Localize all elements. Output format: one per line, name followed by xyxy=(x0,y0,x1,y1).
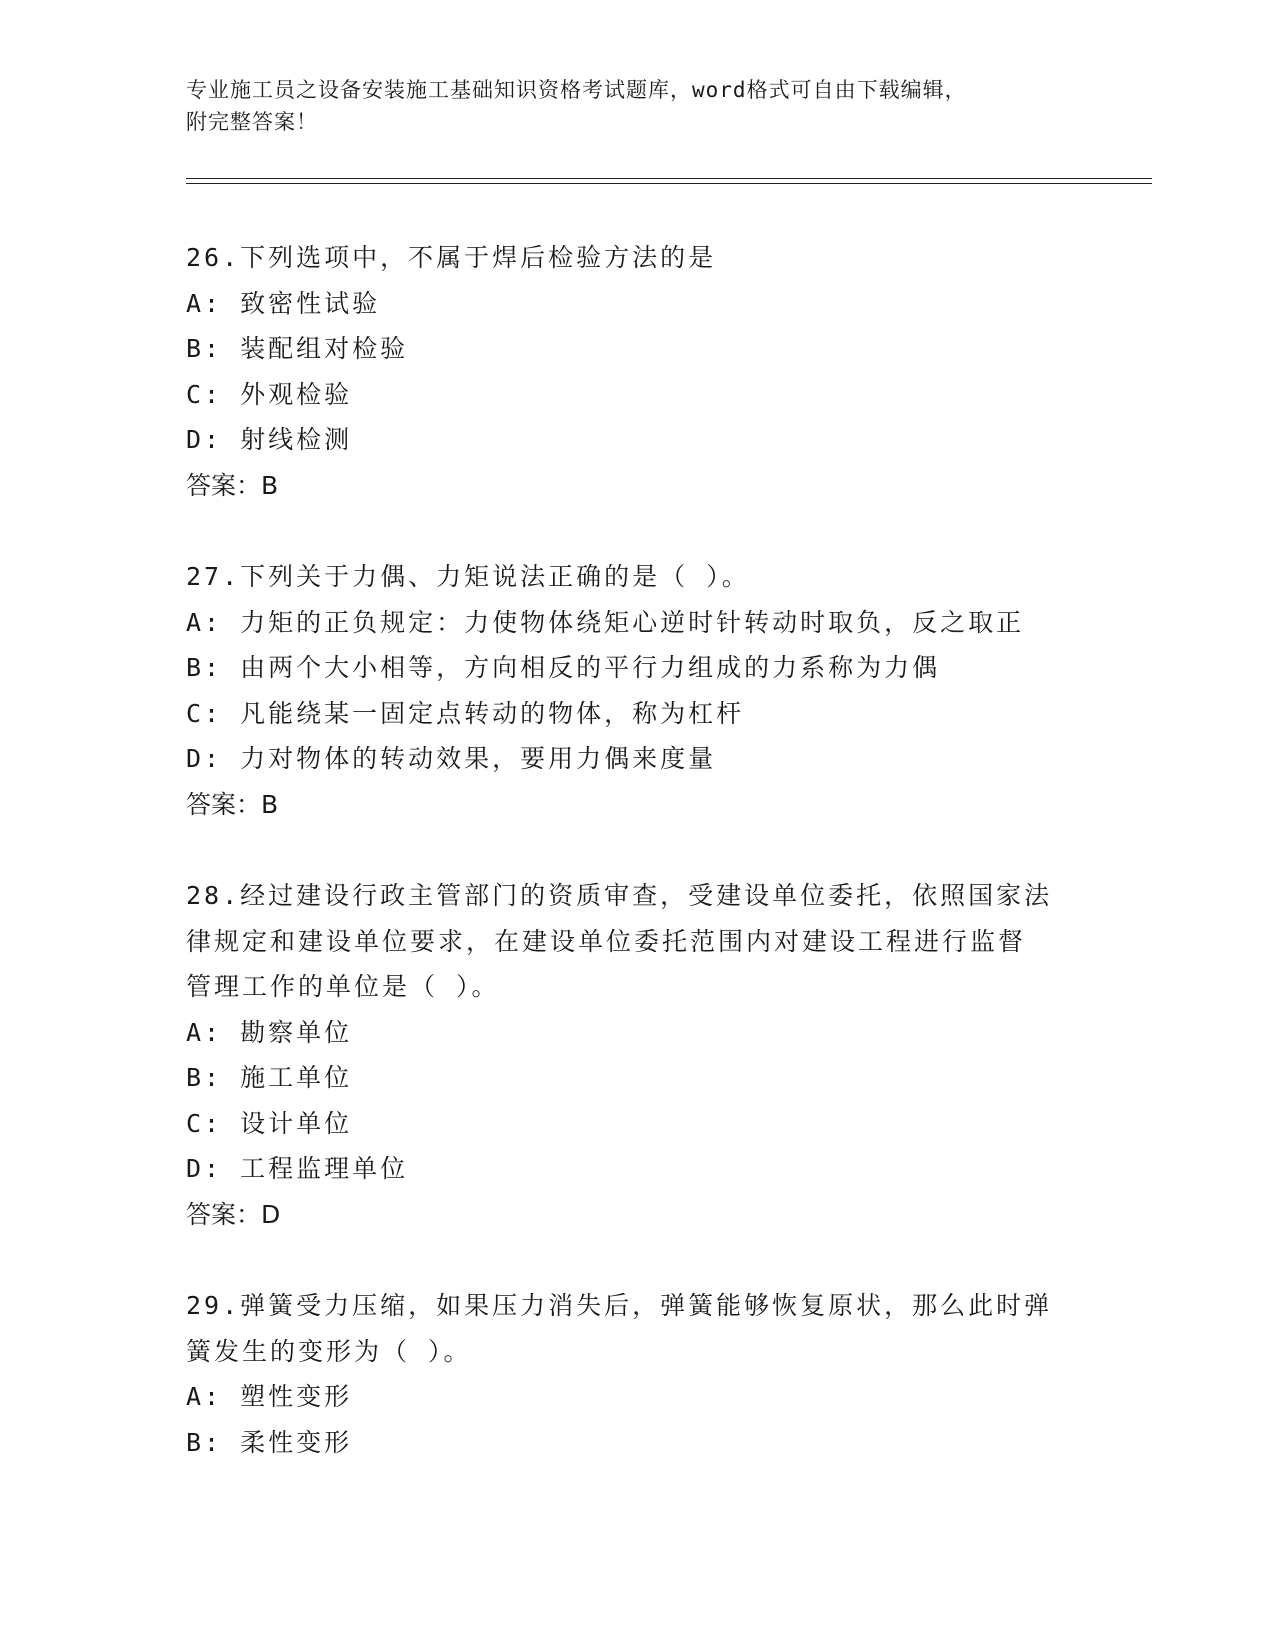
question-stem: 26.下列选项中，不属于焊后检验方法的是 xyxy=(186,243,717,272)
answer: 答案：D xyxy=(186,1199,281,1229)
question-stem-line-1: 28.经过建设行政主管部门的资质审查，受建设单位委托，依照国家法 xyxy=(186,881,1053,910)
header-line-1: 专业施工员之设备安装施工基础知识资格考试题库，word格式可自由下载编辑， xyxy=(186,78,967,102)
question-27 xyxy=(186,554,1106,827)
option-c: C: 外观检验 xyxy=(186,379,353,409)
option-c: C: 凡能绕某一固定点转动的物体，称为杠杆 xyxy=(186,698,745,728)
header-line-2: 附完整答案！ xyxy=(186,110,318,134)
question-stem-line-2: 律规定和建设单位要求，在建设单位委托范围内对建设工程进行监督 xyxy=(186,926,1027,956)
header-divider-top xyxy=(186,178,1152,179)
question-29 xyxy=(186,1283,1106,1465)
option-b: B: 柔性变形 xyxy=(186,1427,353,1457)
question-stem-line-3: 管理工作的单位是（ ）。 xyxy=(186,972,500,1001)
option-a: A: 致密性试验 xyxy=(186,288,381,318)
option-b: B: 施工单位 xyxy=(186,1063,353,1092)
question-stem: 27.下列关于力偶、力矩说法正确的是（ ）。 xyxy=(186,562,750,591)
option-a: A: 塑性变形 xyxy=(186,1382,353,1411)
option-c: C: 设计单位 xyxy=(186,1108,353,1138)
option-a: A: 力矩的正负规定：力使物体绕矩心逆时针转动时取负，反之取正 xyxy=(186,607,1025,637)
question-28 xyxy=(186,873,1106,1237)
question-stem-line-1: 29.弹簧受力压缩，如果压力消失后，弹簧能够恢复原状，那么此时弹 xyxy=(186,1291,1053,1320)
option-b: B: 由两个大小相等，方向相反的平行力组成的力系称为力偶 xyxy=(186,653,941,682)
option-d: D: 射线检测 xyxy=(186,425,353,454)
option-a: A: 勘察单位 xyxy=(186,1017,353,1047)
answer: 答案：B xyxy=(186,789,279,819)
header-divider-bottom xyxy=(186,183,1152,184)
option-d: D: 工程监理单位 xyxy=(186,1154,409,1183)
option-d: D: 力对物体的转动效果，要用力偶来度量 xyxy=(186,744,717,773)
question-26 xyxy=(186,235,1106,508)
answer: 答案：B xyxy=(186,470,279,500)
document-header xyxy=(186,74,1086,138)
question-stem-line-2: 簧发生的变形为（ ）。 xyxy=(186,1336,472,1366)
option-b: B: 装配组对检验 xyxy=(186,334,409,363)
